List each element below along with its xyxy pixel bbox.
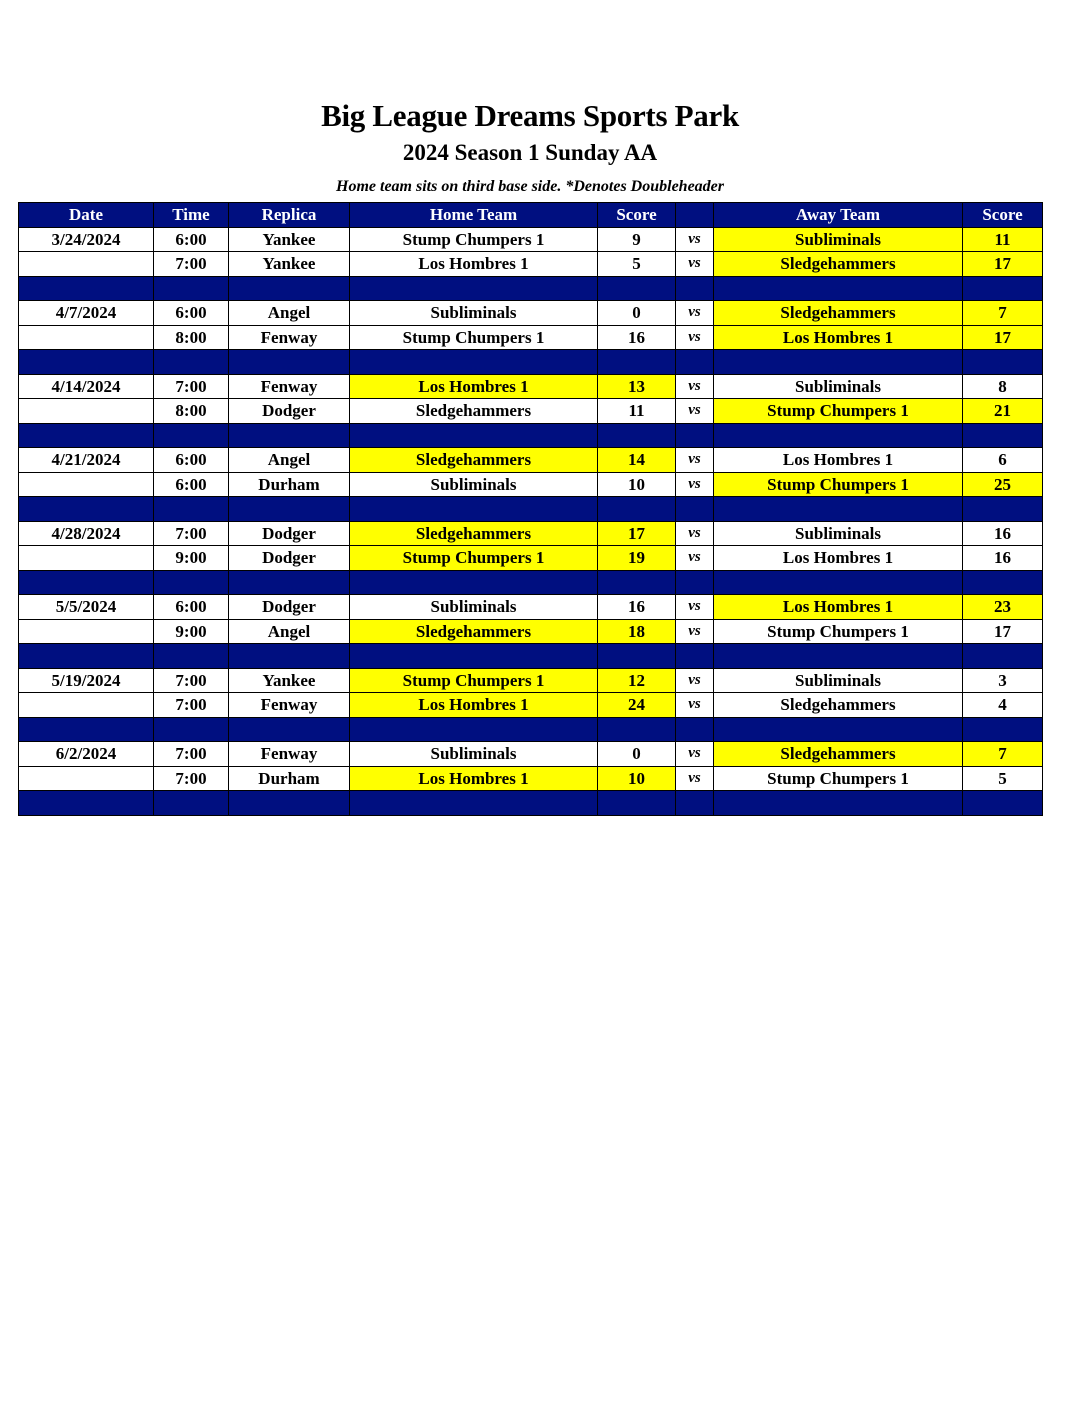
home-score-cell: 18 [598,619,676,644]
away-score-cell: 17 [963,325,1043,350]
time-cell: 6:00 [154,301,229,326]
game-row [19,766,1043,791]
date-cell [19,252,154,277]
separator-row [19,717,1043,742]
away-score-cell: 25 [963,472,1043,497]
separator-cell [350,276,598,301]
home-score-cell: 0 [598,301,676,326]
separator-cell [963,276,1043,301]
separator-cell [676,717,714,742]
col-header-date: Date [19,203,154,228]
schedule-table [18,202,1043,816]
away-score-cell: 16 [963,546,1043,571]
home-score-cell: 13 [598,374,676,399]
away-team-cell: Los Hombres 1 [714,546,963,571]
separator-cell [350,350,598,375]
separator-cell [963,497,1043,522]
replica-cell: Angel [229,619,350,644]
replica-cell: Durham [229,472,350,497]
separator-cell [714,791,963,816]
separator-cell [154,350,229,375]
separator-cell [714,570,963,595]
vs-cell: vs [676,742,714,767]
vs-cell: vs [676,325,714,350]
home-score-cell: 9 [598,227,676,252]
date-cell: 4/21/2024 [19,448,154,473]
replica-cell: Fenway [229,742,350,767]
separator-row [19,276,1043,301]
separator-cell [19,350,154,375]
home-score-cell: 11 [598,399,676,424]
date-cell: 3/24/2024 [19,227,154,252]
vs-cell: vs [676,252,714,277]
time-cell: 7:00 [154,742,229,767]
away-team-cell: Los Hombres 1 [714,448,963,473]
date-cell [19,472,154,497]
separator-cell [229,570,350,595]
home-team-cell: Stump Chumpers 1 [350,227,598,252]
separator-cell [676,791,714,816]
away-team-cell: Subliminals [714,668,963,693]
separator-cell [350,717,598,742]
col-header-away-team: Away Team [714,203,963,228]
home-score-cell: 10 [598,766,676,791]
separator-cell [714,717,963,742]
col-header-time: Time [154,203,229,228]
away-score-cell: 6 [963,448,1043,473]
away-team-cell: Stump Chumpers 1 [714,472,963,497]
replica-cell: Fenway [229,693,350,718]
away-team-cell: Los Hombres 1 [714,325,963,350]
time-cell: 6:00 [154,595,229,620]
away-team-cell: Subliminals [714,374,963,399]
away-score-cell: 8 [963,374,1043,399]
home-score-cell: 10 [598,472,676,497]
game-row [19,619,1043,644]
time-cell: 7:00 [154,374,229,399]
home-team-cell: Los Hombres 1 [350,766,598,791]
col-header-home-score: Score [598,203,676,228]
separator-cell [19,791,154,816]
date-cell [19,619,154,644]
separator-cell [598,717,676,742]
separator-row [19,644,1043,669]
separator-cell [598,497,676,522]
away-team-cell: Sledgehammers [714,252,963,277]
separator-cell [350,644,598,669]
replica-cell: Yankee [229,227,350,252]
separator-cell [676,276,714,301]
replica-cell: Angel [229,301,350,326]
home-score-cell: 12 [598,668,676,693]
separator-cell [598,791,676,816]
time-cell: 7:00 [154,521,229,546]
date-cell: 5/5/2024 [19,595,154,620]
separator-cell [676,644,714,669]
vs-cell: vs [676,766,714,791]
away-score-cell: 5 [963,766,1043,791]
replica-cell: Dodger [229,399,350,424]
game-row [19,301,1043,326]
home-team-cell: Subliminals [350,301,598,326]
vs-cell: vs [676,227,714,252]
away-team-cell: Stump Chumpers 1 [714,399,963,424]
replica-cell: Dodger [229,595,350,620]
separator-cell [154,570,229,595]
game-row [19,325,1043,350]
home-team-cell: Stump Chumpers 1 [350,546,598,571]
home-score-cell: 17 [598,521,676,546]
game-row [19,448,1043,473]
separator-row [19,570,1043,595]
home-team-cell: Sledgehammers [350,521,598,546]
time-cell: 7:00 [154,668,229,693]
separator-cell [350,497,598,522]
away-score-cell: 7 [963,742,1043,767]
replica-cell: Angel [229,448,350,473]
away-score-cell: 23 [963,595,1043,620]
separator-cell [714,497,963,522]
separator-cell [963,644,1043,669]
date-cell: 4/7/2024 [19,301,154,326]
game-row [19,742,1043,767]
away-team-cell: Subliminals [714,521,963,546]
replica-cell: Durham [229,766,350,791]
date-cell [19,325,154,350]
away-score-cell: 17 [963,619,1043,644]
separator-cell [229,717,350,742]
separator-cell [154,644,229,669]
time-cell: 7:00 [154,766,229,791]
away-team-cell: Subliminals [714,227,963,252]
home-team-cell: Sledgehammers [350,448,598,473]
away-team-cell: Stump Chumpers 1 [714,766,963,791]
vs-cell: vs [676,546,714,571]
home-score-cell: 16 [598,325,676,350]
time-cell: 9:00 [154,619,229,644]
separator-cell [229,423,350,448]
separator-cell [598,350,676,375]
vs-cell: vs [676,668,714,693]
home-score-cell: 16 [598,595,676,620]
home-team-cell: Los Hombres 1 [350,693,598,718]
separator-cell [350,791,598,816]
away-score-cell: 21 [963,399,1043,424]
home-score-cell: 19 [598,546,676,571]
separator-cell [714,423,963,448]
home-team-cell: Subliminals [350,595,598,620]
separator-cell [598,276,676,301]
home-team-cell: Los Hombres 1 [350,252,598,277]
col-header-replica: Replica [229,203,350,228]
separator-row [19,350,1043,375]
game-row [19,227,1043,252]
replica-cell: Fenway [229,325,350,350]
separator-cell [229,644,350,669]
time-cell: 9:00 [154,546,229,571]
separator-row [19,791,1043,816]
separator-cell [963,570,1043,595]
replica-cell: Yankee [229,668,350,693]
time-cell: 7:00 [154,693,229,718]
separator-cell [229,350,350,375]
time-cell: 6:00 [154,472,229,497]
game-row [19,472,1043,497]
away-score-cell: 3 [963,668,1043,693]
away-team-cell: Sledgehammers [714,742,963,767]
home-team-cell: Sledgehammers [350,399,598,424]
time-cell: 6:00 [154,227,229,252]
game-row [19,374,1043,399]
home-score-cell: 5 [598,252,676,277]
separator-cell [19,497,154,522]
vs-cell: vs [676,693,714,718]
separator-cell [154,276,229,301]
page-note: Home team sits on third base side. *Denotes Doubleheader [336,178,724,195]
separator-cell [19,423,154,448]
col-header-home-team: Home Team [350,203,598,228]
vs-cell: vs [676,374,714,399]
home-team-cell: Subliminals [350,472,598,497]
separator-cell [19,644,154,669]
separator-cell [19,717,154,742]
game-row [19,521,1043,546]
away-score-cell: 17 [963,252,1043,277]
vs-cell: vs [676,448,714,473]
home-team-cell: Subliminals [350,742,598,767]
home-team-cell: Stump Chumpers 1 [350,325,598,350]
game-row [19,693,1043,718]
date-cell: 4/28/2024 [19,521,154,546]
vs-cell: vs [676,301,714,326]
separator-cell [963,791,1043,816]
separator-cell [598,644,676,669]
replica-cell: Yankee [229,252,350,277]
home-team-cell: Stump Chumpers 1 [350,668,598,693]
home-team-cell: Los Hombres 1 [350,374,598,399]
game-row [19,252,1043,277]
home-score-cell: 24 [598,693,676,718]
home-score-cell: 0 [598,742,676,767]
col-header-vs [676,203,714,228]
away-score-cell: 11 [963,227,1043,252]
separator-cell [714,276,963,301]
separator-cell [229,791,350,816]
date-cell [19,546,154,571]
separator-row [19,497,1043,522]
separator-cell [154,497,229,522]
game-row [19,399,1043,424]
vs-cell: vs [676,619,714,644]
separator-cell [676,350,714,375]
game-row [19,546,1043,571]
separator-cell [676,570,714,595]
separator-cell [963,717,1043,742]
separator-cell [714,350,963,375]
vs-cell: vs [676,472,714,497]
replica-cell: Dodger [229,521,350,546]
away-team-cell: Sledgehammers [714,693,963,718]
separator-cell [154,791,229,816]
separator-cell [229,276,350,301]
time-cell: 8:00 [154,325,229,350]
col-header-away-score: Score [963,203,1043,228]
separator-cell [154,423,229,448]
away-score-cell: 16 [963,521,1043,546]
date-cell [19,399,154,424]
home-score-cell: 14 [598,448,676,473]
date-cell: 5/19/2024 [19,668,154,693]
header-row [19,203,1043,228]
away-team-cell: Sledgehammers [714,301,963,326]
page-subtitle: 2024 Season 1 Sunday AA [402,140,658,165]
separator-cell [714,644,963,669]
separator-cell [963,423,1043,448]
time-cell: 7:00 [154,252,229,277]
home-team-cell: Sledgehammers [350,619,598,644]
separator-cell [19,276,154,301]
replica-cell: Dodger [229,546,350,571]
game-row [19,595,1043,620]
separator-row [19,423,1043,448]
away-score-cell: 4 [963,693,1043,718]
games-body [19,227,1043,815]
page-title: Big League Dreams Sports Park [321,98,739,133]
vs-cell: vs [676,399,714,424]
separator-cell [676,423,714,448]
date-cell: 4/14/2024 [19,374,154,399]
away-score-cell: 7 [963,301,1043,326]
separator-cell [350,570,598,595]
separator-cell [676,497,714,522]
replica-cell: Fenway [229,374,350,399]
separator-cell [350,423,598,448]
separator-cell [154,717,229,742]
vs-cell: vs [676,521,714,546]
away-team-cell: Los Hombres 1 [714,595,963,620]
separator-cell [19,570,154,595]
date-cell [19,766,154,791]
time-cell: 6:00 [154,448,229,473]
separator-cell [598,423,676,448]
separator-cell [963,350,1043,375]
date-cell: 6/2/2024 [19,742,154,767]
separator-cell [598,570,676,595]
date-cell [19,693,154,718]
separator-cell [229,497,350,522]
time-cell: 8:00 [154,399,229,424]
away-team-cell: Stump Chumpers 1 [714,619,963,644]
vs-cell: vs [676,595,714,620]
game-row [19,668,1043,693]
